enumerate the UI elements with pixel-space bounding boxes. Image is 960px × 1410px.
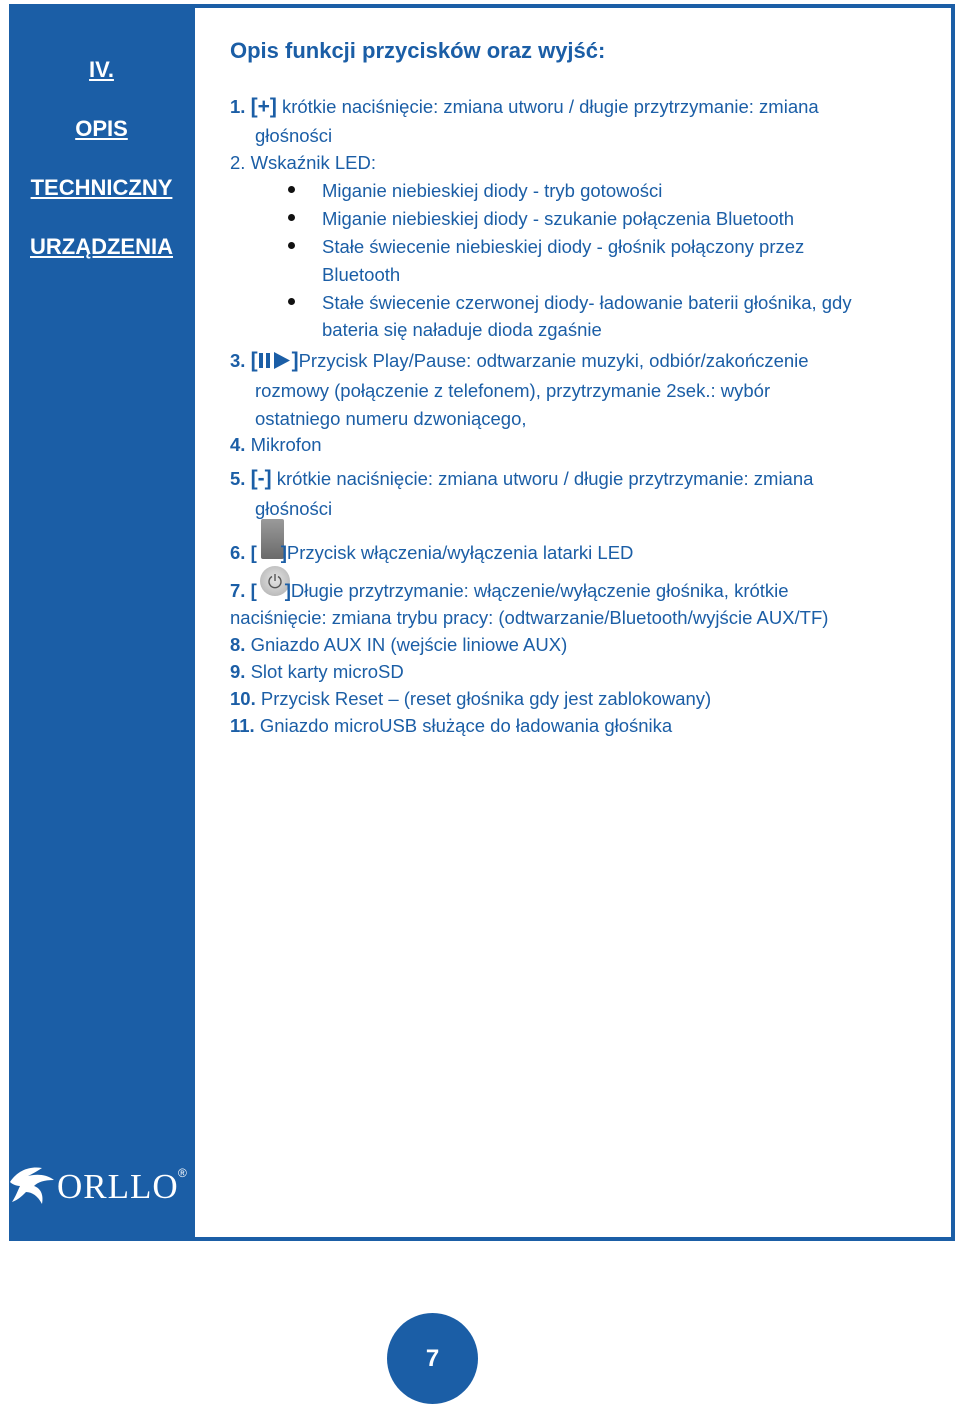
item-6-number: 6.: [230, 542, 246, 563]
sidebar-title-line-4: URZĄDZENIA: [30, 234, 173, 259]
item-9-number: 9.: [230, 661, 246, 682]
item-1-text-cont: głośności: [255, 125, 333, 146]
item-4: [230, 434, 322, 456]
item-5-bracket: [-]: [250, 467, 272, 490]
item-7-bracket-close: ]: [284, 580, 291, 601]
orllo-logo-text: ORLLO: [57, 1167, 179, 1206]
led-bullet-4: Stałe świecenie czerwonej diody- ładowanie baterii głośnika, gdy: [322, 292, 852, 313]
item-3-text-cont-2: ostatniego numeru dzwoniącego,: [255, 408, 527, 429]
item-3-text: Przycisk Play/Pause: odtwarzanie muzyki, odbiór/zakończenie: [298, 350, 809, 371]
sidebar-title-line-1: IV.: [89, 57, 114, 82]
item-5: [230, 468, 813, 490]
item-2-number: 2.: [230, 152, 246, 173]
orllo-logo-eagle-icon: [8, 1160, 58, 1213]
led-bullet-3: Stałe świecenie niebieskiej diody - głośnik połączony przez: [322, 236, 805, 257]
item-11-text: Gniazdo microUSB służące do ładowania głośnika: [254, 715, 673, 736]
item-7-bracket-open: [: [250, 580, 257, 601]
item-1-number: 1.: [230, 96, 246, 117]
led-bullet-3-cont: Bluetooth: [322, 264, 401, 285]
item-4-text: Mikrofon: [245, 434, 322, 455]
item-2-label: Wskaźnik LED:: [245, 152, 376, 173]
item-6-text: Przycisk włączenia/wyłączenia latarki LED: [286, 542, 634, 563]
item-5-text-cont: głośności: [255, 498, 333, 519]
registered-mark: ®: [178, 1166, 187, 1180]
item-11-number: 11.: [230, 715, 255, 736]
item-8-number: 8.: [230, 634, 246, 655]
item-5-text: krótkie naciśnięcie: zmiana utworu / długie przytrzymanie: zmiana: [271, 468, 814, 489]
section-heading: Opis funkcji przycisków oraz wyjść:: [230, 38, 606, 63]
item-3: [230, 350, 809, 374]
item-8-text: Gniazdo AUX IN (wejście liniowe AUX): [245, 634, 568, 655]
bullet-dot: [288, 214, 295, 221]
led-bullet-1: Miganie niebieskiej diody - tryb gotowości: [322, 180, 663, 201]
bullet-dot: [288, 242, 295, 249]
item-3-text-cont-1: rozmowy (połączenie z telefonem), przytrzymanie 2sek.: wybór: [255, 380, 771, 401]
item-3-number: 3.: [230, 350, 246, 371]
item-7-number: 7.: [230, 580, 246, 601]
item-5-number: 5.: [230, 468, 246, 489]
sidebar-title-line-2: OPIS: [75, 116, 128, 141]
item-10: [230, 688, 711, 710]
item-6-bracket-close: ]: [280, 542, 287, 563]
item-9: [230, 661, 404, 683]
item-2: [230, 152, 376, 174]
item-7-text-cont: naciśnięcie: zmiana trybu pracy: (odtwarzanie/Bluetooth/wyjście AUX/TF): [230, 607, 829, 628]
item-10-text: Przycisk Reset – (reset głośnika gdy jest zablokowany): [255, 688, 712, 709]
led-bullet-2: Miganie niebieskiej diody - szukanie połączenia Bluetooth: [322, 208, 795, 229]
bullet-dot: [288, 186, 295, 193]
item-3-bracket-close: ]: [291, 349, 299, 372]
item-6: [230, 542, 633, 564]
item-3-bracket-open: [: [250, 349, 258, 372]
sidebar-title-line-3: TECHNICZNY: [30, 175, 173, 200]
item-7-text: Długie przytrzymanie: włączenie/wyłączenie głośnika, krótkie: [290, 580, 789, 601]
play-pause-icon: [258, 351, 292, 374]
item-4-number: 4.: [230, 434, 246, 455]
item-1: [230, 96, 819, 118]
item-1-bracket: [+]: [250, 95, 277, 118]
led-bullet-4-cont: bateria się naładuje dioda zgaśnie: [322, 319, 602, 340]
page-number: 7: [387, 1313, 478, 1404]
item-9-text: Slot karty microSD: [245, 661, 404, 682]
item-10-number: 10.: [230, 688, 256, 709]
item-7: [230, 580, 789, 602]
item-8: [230, 634, 567, 656]
item-11: [230, 715, 672, 737]
item-1-text: krótkie naciśnięcie: zmiana utworu / długie przytrzymanie: zmiana: [276, 96, 819, 117]
item-6-bracket-open: [: [250, 542, 257, 563]
bullet-dot: [288, 298, 295, 305]
